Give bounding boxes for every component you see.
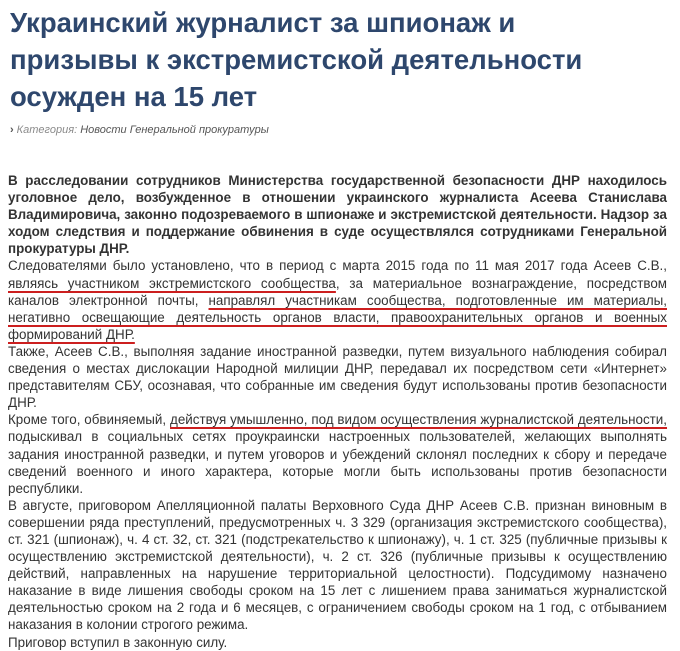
underlined-phrase-3: действуя умышленно, под видом осуществления журналистской деятельности,: [170, 412, 668, 428]
paragraph-3: [8, 411, 667, 496]
category-line: [10, 124, 269, 136]
underlined-phrase-1: являясь участником экстремистского сообщества: [8, 275, 336, 291]
article-body: [8, 172, 667, 651]
paragraph-1: [8, 257, 667, 342]
paragraph-3-text-b: подыскивал в социальных сетях проукраински настроенных пользователей, желающих выполнять задания иностранной разведки, и путем уговоров и убеждений склонял последних к сбору и передаче сведений военного и иного характера, которые могли быть использованы против безопасности республики.: [8, 429, 667, 496]
paragraph-4: В августе, приговором Апелляционной палаты Верховного Суда ДНР Асеев С.В. признан виновным в совершении ряда преступлений, предусмотренных ч. 3 329 (организация экстремистского сообщества), ст. 321 (шпионаж), ч. 4 ст. 32, ст. 321 (подстрекательство к шпионажу), ч. 1 ст. 325 (публичные призывы к осуществлению экстремистской деятельности), ч. 2 ст. 326 (публичные призывы к осуществлению действий, направленных на нарушение территориальной целостности). Подсудимому назначено наказание в виде лишения свободы сроком на 15 лет с лишением права заниматься журналистской деятельностью сроком на 2 года и 6 месяцев, с ограничением свободы сроком на 1 год, с отбыванием наказания в колонии строгого режима.: [8, 497, 667, 633]
paragraph-1-text-a: Следователями было установлено, что в период с марта 2015 года по 11 мая 2017 года Асеев С.В.,: [8, 258, 667, 274]
paragraph-5: Приговор вступил в законную силу.: [8, 634, 228, 650]
paragraph-1-text-b: , за материальное вознаграждение, посредством каналов электронной почты,: [8, 275, 667, 308]
category-link[interactable]: Новости Генеральной прокуратуры: [80, 124, 269, 136]
category-label: Категория:: [16, 124, 78, 136]
chevron-right-icon: ›: [10, 124, 14, 136]
article-title: Украинский журналист за шпионаж и призывы к экстремистской деятельности осужден на 15 лет: [10, 7, 583, 112]
article-lead: В расследовании сотрудников Министерства государственной безопасности ДНР находилось уголовное дело, возбужденное в отношении украинского журналиста Асеева Станислава Владимировича, законно подозреваемого в шпионаже и экстремистской деятельности. Надзор за ходом следствия и поддержание обвинения в суде осуществлялся сотрудниками Генеральной прокуратуры ДНР.: [8, 173, 667, 257]
underlined-phrase-2: направлял участникам сообщества, подготовленные им материалы, негативно освещающие деятельность органов власти, правоохранительных органов и военных формирований ДНР.: [8, 292, 667, 342]
paragraph-2: Также, Асеев С.В., выполняя задание иностранной разведки, путем визуального наблюдения собирал сведения о местах дислокации Народной милиции ДНР, передавал их посредством сети «Интернет» представителям СБУ, осознавая, что собранные им сведения будут использованы против безопасности ДНР.: [8, 343, 667, 411]
paragraph-3-text-a: Кроме того, обвиняемый,: [8, 412, 171, 428]
